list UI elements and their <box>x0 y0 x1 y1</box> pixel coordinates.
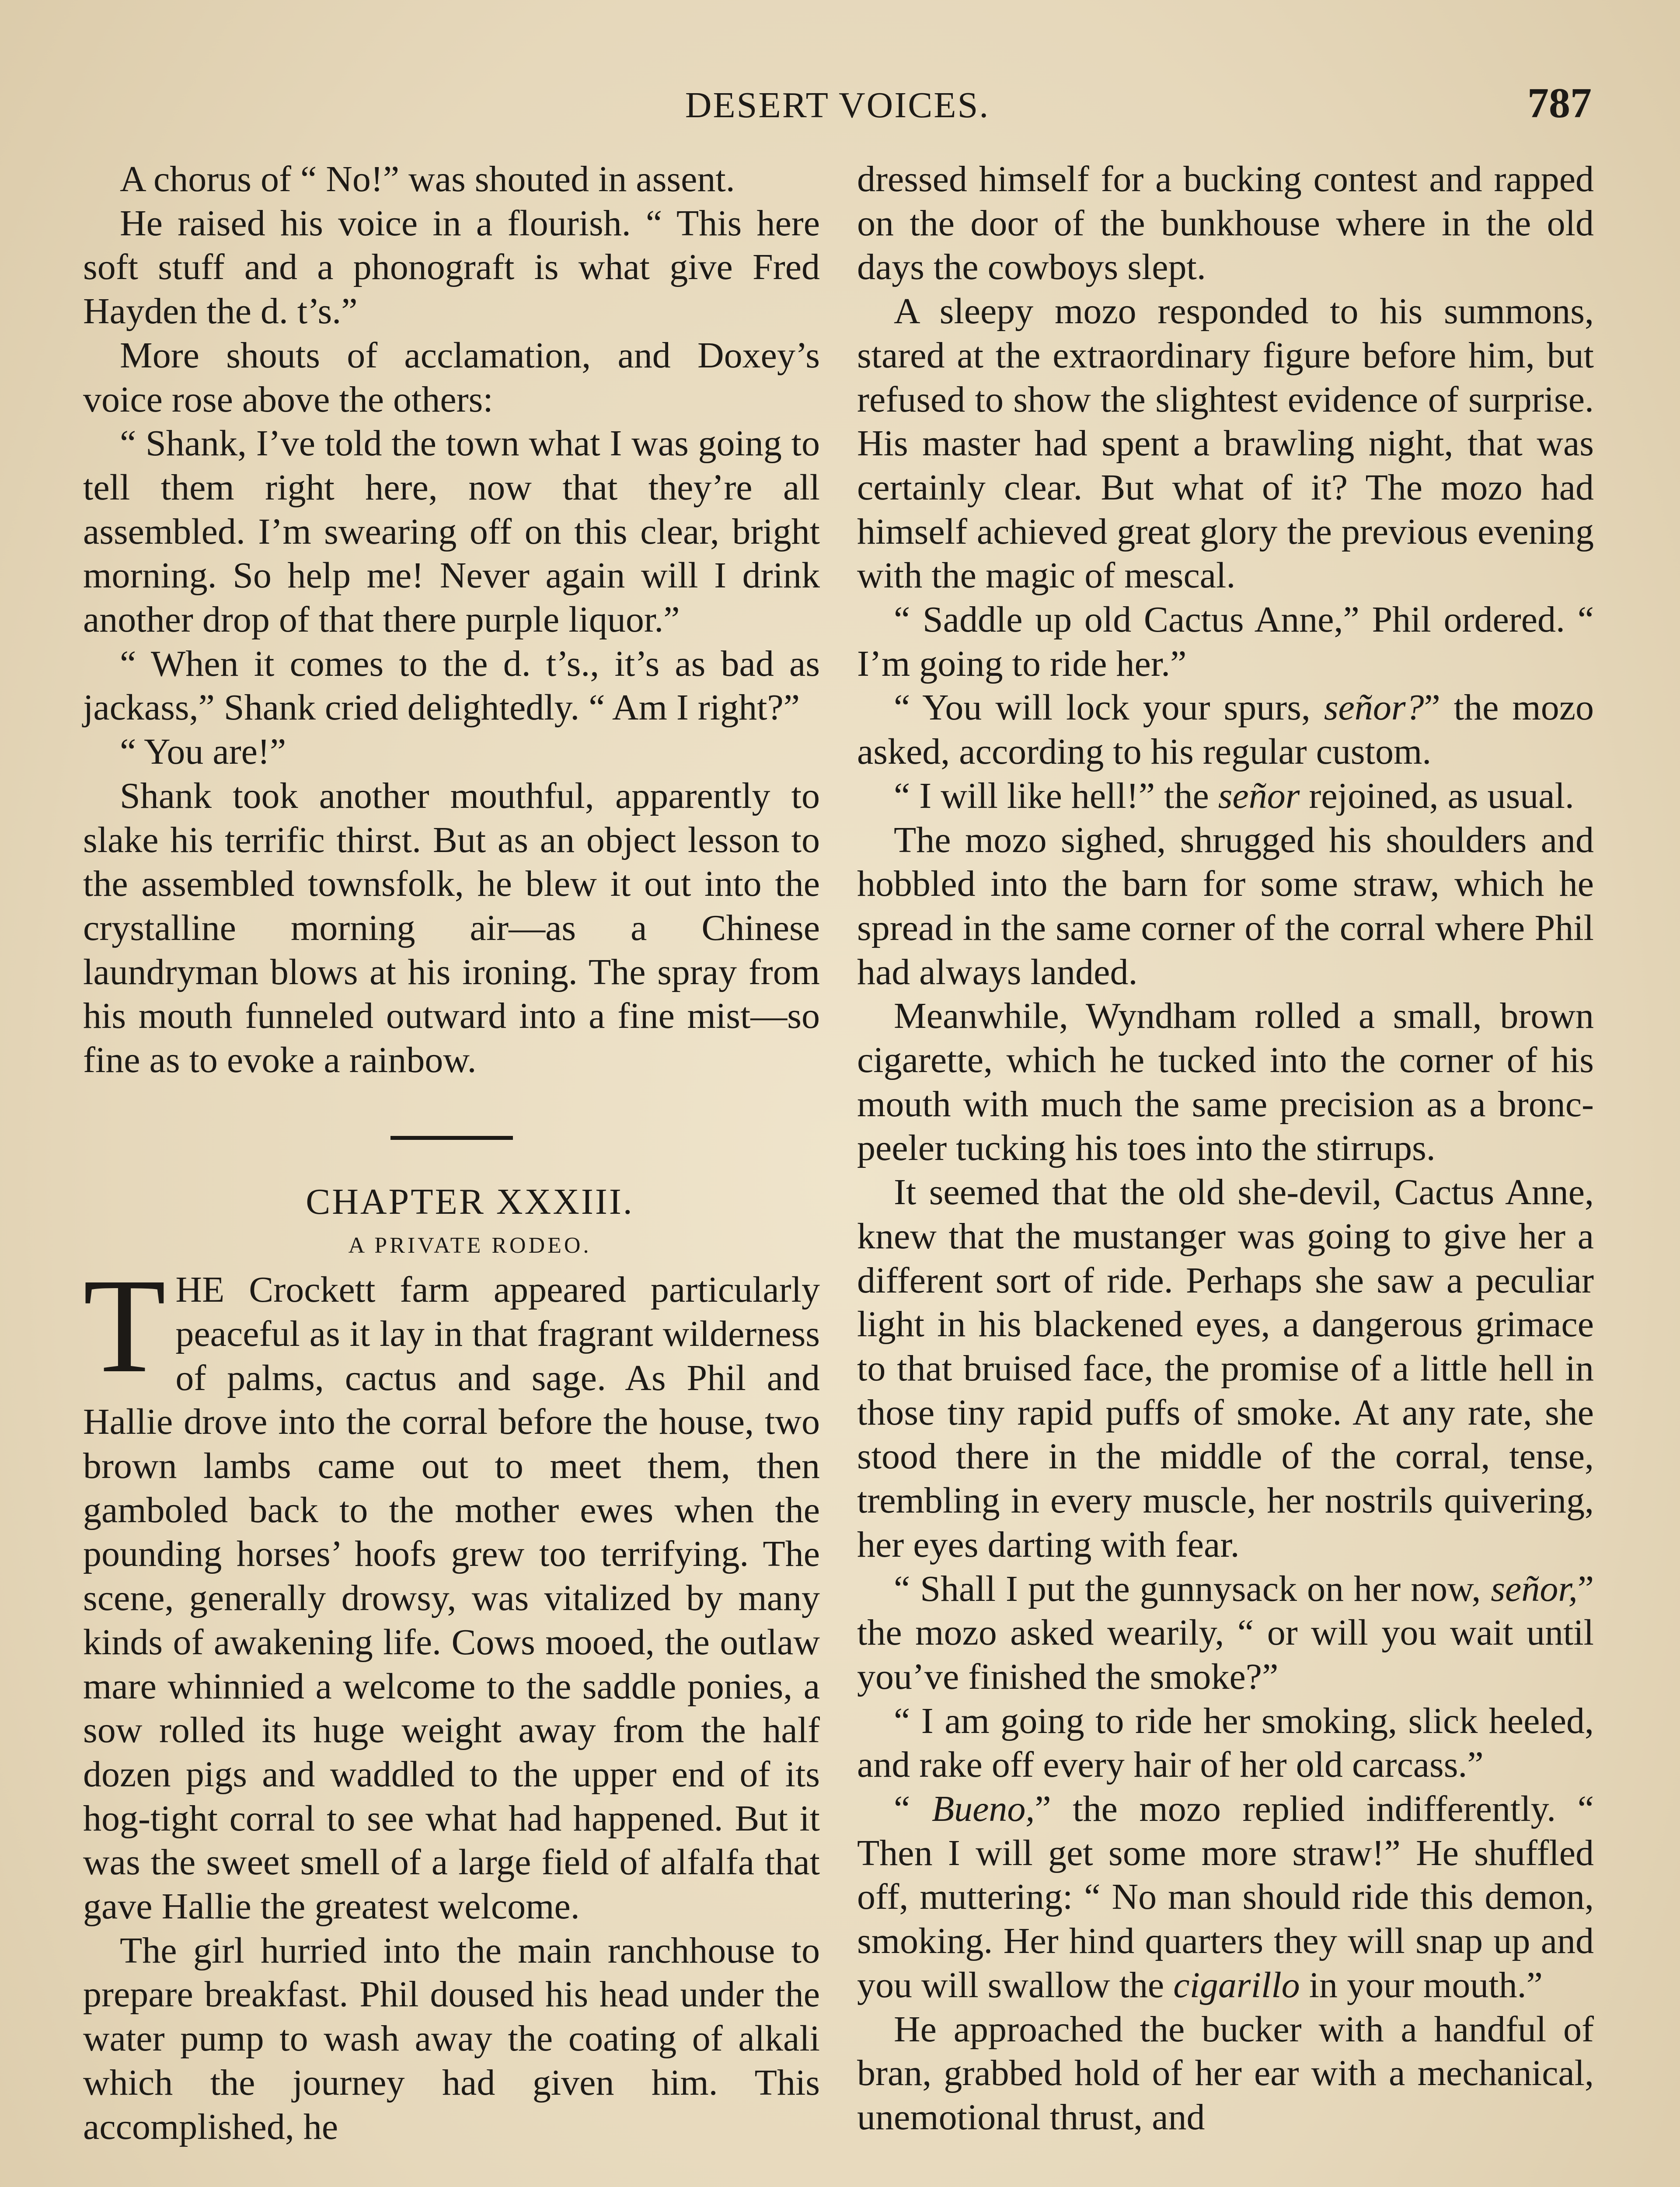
left-column <box>83 157 820 2149</box>
paragraph: “ Saddle up old Cactus Anne,” Phil ordered. “ I’m going to ride her.” <box>857 599 1594 684</box>
paragraph: Meanwhile, Wyndham rolled a small, brown cigarette, which he tucked into the corner of his mouth with much the same precision as a bronc-peeler tucking his toes into the stirrups. <box>857 996 1594 1169</box>
paragraph: Shank took another mouthful, apparently to slake his terrific thirst. But as an object lesson to the assembled townsfolk, he blew it out into the crystalline morning air—as a Chinese laundryman blows at his ironing. The spray from his mouth funneled outward into a fine mist—so fine as to evoke a rainbow. <box>83 775 820 1081</box>
drop-cap: T <box>83 1251 166 1401</box>
text-run: ” the mozo asked, according to his regular custom. <box>857 687 1594 772</box>
paragraph <box>857 686 1594 774</box>
paragraph: It seemed that the old she-devil, Cactus Anne, knew that the mustanger was going to give her a different sort of ride. Perhaps she saw a peculiar light in his blackened eyes, a dangerous grimace to that bruised face, the promise of a little hell in those tiny rapid puffs of smoke. At any rate, she stood there in the middle of the corral, tense, trembling in every muscle, her nostrils quivering, her eyes darting with fear. <box>857 1172 1594 1565</box>
running-head: DESERT VOICES. <box>685 85 990 126</box>
paragraph <box>857 1567 1594 1699</box>
page-number: 787 <box>1527 80 1592 127</box>
text-run: “ Shall I put the gunnysack on her now, <box>894 1568 1491 1609</box>
paragraph: A chorus of “ No!” was shouted in assent. <box>120 159 735 199</box>
text-run: rejoined, as usual. <box>1300 775 1574 816</box>
text-run: “ You will lock your spurs, <box>894 687 1324 728</box>
italic-word: señor? <box>1324 687 1424 728</box>
text-run: ” the mozo replied indifferently. “ Then I will get some more straw!” He shuffled off, muttering: “ No man should ride this demon, smoking. Her hind quarters they will snap up and you will swallow the <box>857 1789 1594 2005</box>
paragraph: The girl hurried into the main ranchhouse to prepare breakfast. Phil doused his head under the water pump to wash away the coating of alkali which the journey had given him. This accomplished, he <box>83 1930 820 2147</box>
chapter-subtitle: A PRIVATE RODEO. <box>348 1233 592 1258</box>
chapter-opening-paragraph <box>83 1251 820 1929</box>
paragraph: The mozo sighed, shrugged his shoulders and hobbled into the barn for some straw, which he spread in the same corner of the corral where Phil had always landed. <box>857 819 1594 992</box>
paragraph-text: HE Crockett farm appeared particularly peaceful as it lay in that fragrant wilderness of palms, cactus and sage. As Phil and Hallie drove into the corral before the house, two brown lambs came out to meet them, then gamboled back to the mother ewes when the pounding horses’ hoofs grew too terrifying. The scene, generally drowsy, was vitalized by many kinds of awakening life. Cows mooed, the outlaw mare whinnied a welcome to the saddle ponies, a sow rolled its huge weight away from the half dozen pigs and waddled to the upper end of its hog-tight corral to see what had happened. But it was the sweet smell of a large field of alfalfa that gave Hallie the greatest welcome. <box>83 1269 820 1927</box>
right-column <box>857 157 1594 2140</box>
italic-word: señor, <box>1491 1568 1578 1609</box>
continued-paragraph: dressed himself for a bucking contest and rapped on the door of the bunkhouse where in the old days the cowboys slept. <box>857 159 1594 288</box>
paragraph: He approached the bucker with a handful of bran, grabbed hold of her ear with a mechanical, unemotional thrust, and <box>857 2009 1594 2138</box>
italic-word: cigarillo <box>1173 1964 1300 2005</box>
paragraph: “ I am going to ride her smoking, slick heeled, and rake off every hair of her old carcass.” <box>857 1700 1594 1785</box>
italic-word: señor <box>1218 775 1300 816</box>
paragraph: A sleepy mozo responded to his summons, stared at the extraordinary figure before him, but refused to show the slightest evidence of surprise. His master had spent a brawling night, that was certainly clear. But what of it? The mozo had himself achieved great glory the previous evening with the magic of mescal. <box>857 291 1594 596</box>
paragraph: “ When it comes to the d. t’s., it’s as bad as jackass,” Shank cried delightedly. “ Am I right?” <box>83 643 820 728</box>
paragraph <box>857 1787 1594 2008</box>
italic-word: Bueno, <box>931 1789 1035 1830</box>
text-run: in your mouth.” <box>1300 1964 1543 2005</box>
chapter-title: CHAPTER XXXIII. <box>306 1181 634 1222</box>
text-run: “ <box>894 1789 932 1830</box>
paragraph: “ You are!” <box>120 731 286 772</box>
text-run: “ I will like hell!” the <box>894 775 1218 816</box>
paragraph: He raised his voice in a flourish. “ This here soft stuff and a phonograft is what give Fred Hayden the d. t’s.” <box>83 203 820 332</box>
paragraph <box>857 774 1594 818</box>
page-header <box>83 74 1592 136</box>
text-run: ” the mozo asked wearily, “ or will you wait until you’ve finished the smoke?” <box>857 1568 1594 1697</box>
paragraph: More shouts of acclamation, and Doxey’s voice rose above the others: <box>83 335 820 420</box>
section-divider <box>390 1136 513 1140</box>
paragraph: “ Shank, I’ve told the town what I was going to tell them right here, now that they’re all assembled. I’m swearing off on this clear, bright morning. So help me! Never again will I drink another drop of that there purple liquor.” <box>83 423 820 640</box>
